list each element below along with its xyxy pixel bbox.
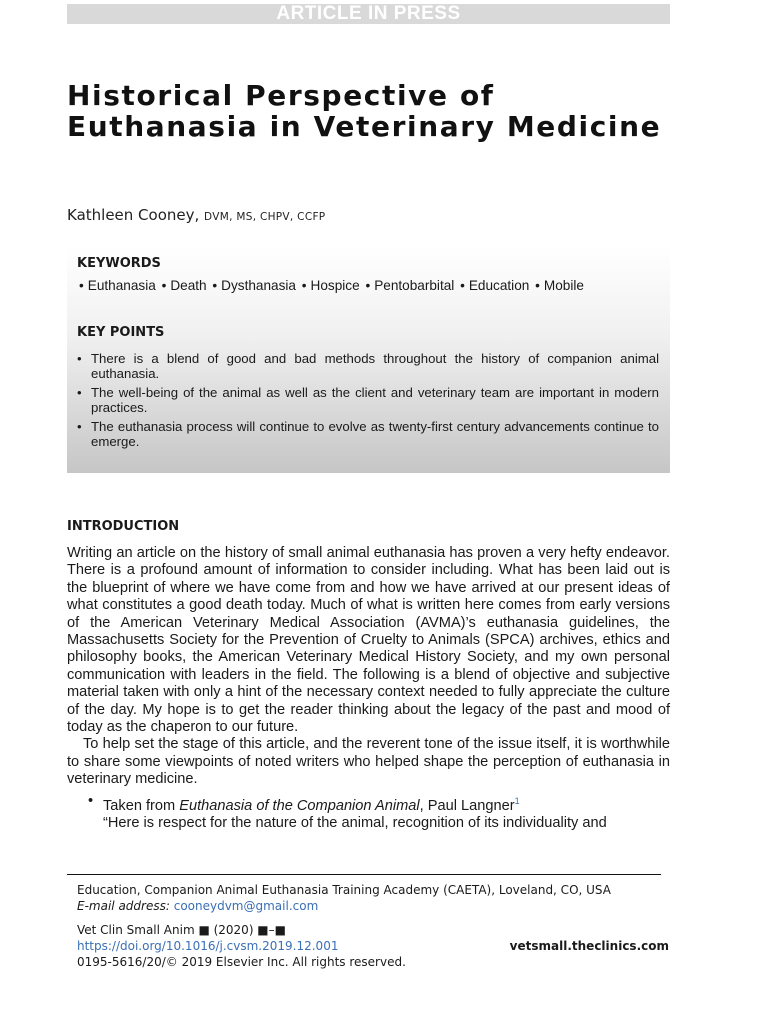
author-credentials: DVM, MS, CHPV, CCFP xyxy=(204,211,326,223)
keyword-item xyxy=(533,278,584,293)
keywords-heading: KEYWORDS xyxy=(77,256,161,271)
reference-link[interactable]: 1 xyxy=(514,795,520,806)
bullet-icon: • xyxy=(212,278,218,293)
key-point-item: • The well-being of the animal as well as the client and veterinary team are important in modern practices. xyxy=(77,385,659,415)
introduction-body xyxy=(67,545,670,832)
body-paragraph: To help set the stage of this article, and the reverent tone of the issue itself, it is worthwhile to share some viewpoints of noted writers who helped shape the perception of euthanasia in veterinary medicine. xyxy=(67,736,670,788)
keyword-item xyxy=(210,278,296,293)
key-points-list xyxy=(77,351,659,453)
quote-text: “Here is respect for the nature of the animal, recognition of its individuality and xyxy=(103,814,607,831)
quote-prefix: Taken from xyxy=(103,797,180,814)
doi-link[interactable]: https://doi.org/10.1016/j.cvsm.2019.12.001 xyxy=(77,939,339,953)
body-paragraph: Writing an article on the history of small animal euthanasia has proven a very hefty endeavor. There is a profound amount of information to consider including. What has been laid out is the blueprint of where we have come from and how we have arrived at our present ideas of what constitutes a good death today. Much of what is written here comes from early versions of the American Veterinary Medical Association (AVMA)’s euthanasia guidelines, the Massachusetts Society for the Prevention of Cruelty to Animals (SPCA) archives, ethics and philosophy books, the American Veterinary Medical History Society, and my own personal communication with leaders in the field. The following is a blend of objective and subjective material taken with only a hint of the necessary context needed to fully appreciate the culture of the day. My hope is to get the reader thinking about the legacy of the past and mood of today as the chaperon to our future. xyxy=(67,545,670,736)
keyword-text: Mobile xyxy=(543,278,584,293)
bullet-icon: • xyxy=(79,278,84,293)
keyword-text: Pentobarbital xyxy=(374,278,455,293)
key-points-heading: KEY POINTS xyxy=(77,325,165,340)
quote-item xyxy=(103,793,670,833)
bullet-icon: • xyxy=(460,278,465,293)
author-name: Kathleen Cooney, xyxy=(67,206,200,224)
author-line xyxy=(67,206,325,224)
bullet-icon: • xyxy=(535,278,540,293)
keyword-text: Dysthanasia xyxy=(221,278,296,293)
keyword-item xyxy=(160,278,207,293)
quote-source-title: Euthanasia of the Companion Animal xyxy=(179,797,420,814)
keyword-item xyxy=(77,278,156,293)
keywords-keypoints-box xyxy=(67,246,670,473)
keyword-text: Hospice xyxy=(310,278,360,293)
introduction-heading: INTRODUCTION xyxy=(67,519,180,534)
article-in-press-banner: ARTICLE IN PRESS xyxy=(67,4,670,24)
email-label: E-mail address: xyxy=(77,899,170,913)
keyword-item xyxy=(458,278,529,293)
keyword-item xyxy=(300,278,360,293)
quote-author: , Paul Langner xyxy=(419,797,515,814)
affiliation: Education, Companion Animal Euthanasia Training Academy (CAETA), Loveland, CO, USA xyxy=(77,883,611,897)
key-point-item: • There is a blend of good and bad methods throughout the history of companion animal euthanasia. xyxy=(77,351,659,381)
keyword-text: Euthanasia xyxy=(87,278,156,293)
article-title: Historical Perspective of Euthanasia in Veterinary Medicine xyxy=(67,79,662,143)
email-line xyxy=(77,899,318,913)
bullet-icon: • xyxy=(365,278,371,293)
journal-website[interactable]: vetsmall.theclinics.com xyxy=(509,939,669,953)
footer-divider xyxy=(67,874,661,875)
key-point-item: • The euthanasia process will continue to evolve as twenty-first century advancements continue to emerge. xyxy=(77,419,659,449)
keyword-text: Education xyxy=(468,278,530,293)
email-link[interactable]: cooneydvm@gmail.com xyxy=(173,899,319,913)
journal-citation: Vet Clin Small Anim ■ (2020) ■–■ xyxy=(77,923,286,937)
copyright: 0195-5616/20/© 2019 Elsevier Inc. All rights reserved. xyxy=(77,955,406,969)
keyword-item xyxy=(363,278,454,293)
bullet-icon: • xyxy=(301,278,307,293)
keyword-text: Death xyxy=(170,278,207,293)
bullet-icon: • xyxy=(161,278,167,293)
quote-list xyxy=(67,793,670,833)
keywords-list xyxy=(77,278,667,293)
